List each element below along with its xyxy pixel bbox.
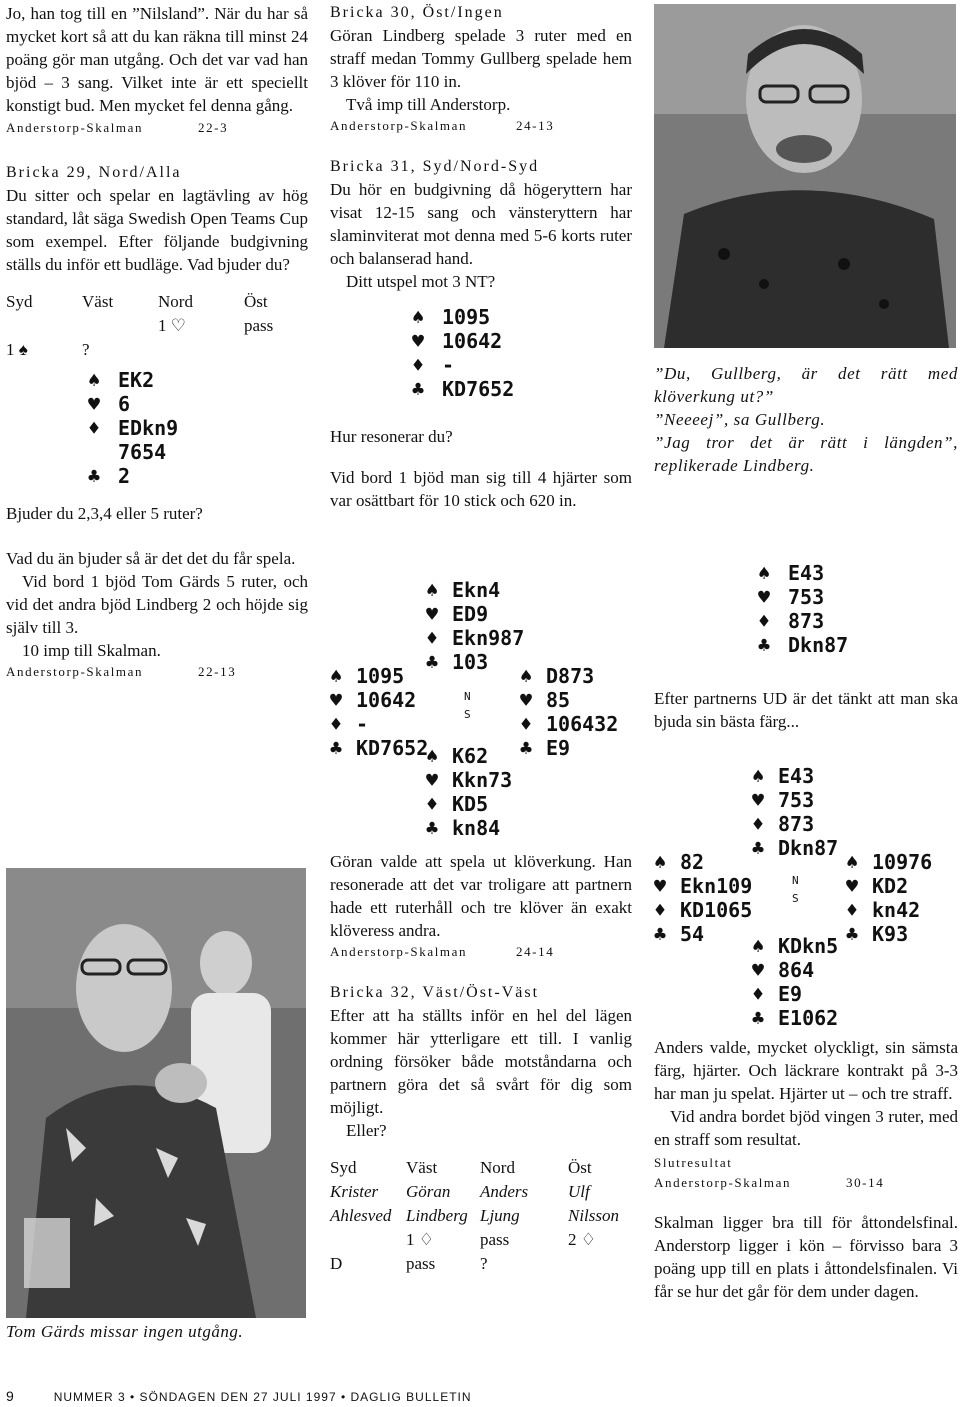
intro-paragraph: Jo, han tog till en ”Nilsland”. När du har så mycket kort så att du kan räkna till minst 24 poäng gör man utgång. Och det var vad han bjöd – 3 sang. Vilket inte är ett speciellt konstigt bud. Men mycket fel denna gång. xyxy=(6,4,308,115)
hand-row: 10642 xyxy=(356,688,417,712)
bidding-table-2 xyxy=(330,1156,632,1276)
score-label: Anderstorp-Skalman xyxy=(654,1175,792,1190)
player-name: Anders xyxy=(480,1182,529,1201)
diamond-icon: ♦ xyxy=(752,982,765,1006)
bid-cell xyxy=(244,338,308,362)
score-label: Anderstorp-Skalman xyxy=(330,944,468,959)
diamond-icon: ♦ xyxy=(426,792,439,816)
bid-cell: pass xyxy=(244,316,274,335)
bid-cell: 2 ♢ xyxy=(568,1230,596,1249)
column-2 xyxy=(330,0,632,512)
hand-row: KD7652 xyxy=(356,736,429,760)
compass xyxy=(456,690,484,724)
club-icon: ♣ xyxy=(330,736,343,760)
hand-row: KD2 xyxy=(872,874,909,898)
paragraph: Anders valde, mycket olyckligt, sin sämsta färg, hjärter. Och läckrare kontrakt på 3-3 har man ju spelat. Hjärter ut – och tre straff. xyxy=(654,1038,958,1103)
bid-cell: ? xyxy=(480,1254,488,1273)
compass-south: S xyxy=(792,892,799,905)
hand-diagram-1 xyxy=(88,368,308,488)
hand-row: Dkn87 xyxy=(778,836,839,860)
bid-cell xyxy=(568,1252,632,1276)
spade-icon: ♠ xyxy=(846,850,859,874)
bid-cell: ? xyxy=(82,340,90,359)
score-line xyxy=(6,662,308,682)
score-value: 24-14 xyxy=(515,944,555,959)
bid-cell: 1 ♠ xyxy=(6,340,28,359)
bid-header: Öst xyxy=(568,1158,592,1177)
hand-row: K93 xyxy=(872,922,909,946)
paragraph: Vad du än bjuder så är det det du får spela. xyxy=(6,549,296,568)
hand-row: 54 xyxy=(680,922,705,946)
hand-row: KD5 xyxy=(452,792,489,816)
hand-diamonds-cont: 7654 xyxy=(118,440,167,464)
heart-icon: ♥ xyxy=(412,329,425,353)
south-hand xyxy=(752,934,838,1030)
bid-cell xyxy=(330,1228,406,1252)
board-29-text: Du sitter och spelar en lagtävling av hög standard, låt säga Swedish Open Teams Cup som exempel. Efter följande budgivning ställs du inför ett budläge. Vad bjuder du? xyxy=(6,186,308,274)
photo-goran-lindberg xyxy=(654,4,956,348)
paragraph: Vid bord 1 bjöd Tom Gärds 5 ruter, och vid det andra bjöd Lindberg 2 och höjde sig själv till 3. xyxy=(6,572,308,637)
hand-diagram-2 xyxy=(412,305,632,401)
hand-row: 753 xyxy=(788,585,825,609)
hand-row: KD7652 xyxy=(442,377,515,401)
hand-row: 873 xyxy=(788,609,825,633)
diamond-icon: ♦ xyxy=(752,812,765,836)
club-icon: ♣ xyxy=(752,1006,765,1030)
hand-row: Ekn109 xyxy=(680,874,753,898)
compass xyxy=(784,874,812,908)
hand-row: - xyxy=(442,353,455,377)
compass-south: S xyxy=(464,708,471,721)
hand-row: kn84 xyxy=(452,816,501,840)
heart-icon: ♥ xyxy=(330,688,343,712)
board-30-heading: Bricka 30, Öst/Ingen xyxy=(330,4,504,21)
column-3-lower xyxy=(654,1036,958,1303)
board-31-text: Du hör en budgivning då högeryttern har visat 12-15 sang och vänsteryttern har slaminviterat mot denna med 5-6 korts ruter och balanserad hand. xyxy=(330,180,632,268)
board-32-text: Efter att ha ställts inför en hel del lägen kommer här ytterligare ett till. I vanlig ordning försöker både motståndarna och partnern göra det så svårt för dig som möjligt. xyxy=(330,1006,632,1117)
hand-row: E1062 xyxy=(778,1006,839,1030)
compass-north: N xyxy=(792,874,799,887)
spade-icon: ♠ xyxy=(752,934,765,958)
score-value: 22-3 xyxy=(197,120,229,135)
club-icon: ♣ xyxy=(426,816,439,840)
bid-cell xyxy=(6,314,82,338)
spade-icon: ♠ xyxy=(752,764,765,788)
question: Bjuder du 2,3,4 eller 5 ruter? xyxy=(6,504,203,523)
quote: ”Neeeej”, sa Gullberg. xyxy=(654,410,826,429)
board-32-question: Eller? xyxy=(346,1121,387,1140)
paragraph: Efter partnerns UD är det tänkt att man ska bjuda sin bästa färg... xyxy=(654,689,958,731)
score-line xyxy=(330,116,632,136)
heart-icon: ♥ xyxy=(752,788,765,812)
score-line xyxy=(330,942,632,962)
diamond-icon: ♦ xyxy=(846,898,859,922)
north-hand xyxy=(752,764,838,860)
bid-header: Väst xyxy=(82,292,114,311)
hand-row: E9 xyxy=(546,736,571,760)
paragraph: Göran valde att spela ut klöverkung. Han resonerade att det var troligare att partnern hade ett ruterhåll och tre klöver än exakt klöveress andra. xyxy=(330,852,632,940)
hand-row: 10642 xyxy=(442,329,503,353)
player-name: Nilsson xyxy=(568,1206,620,1225)
hand-row: ED9 xyxy=(452,602,489,626)
quote: ”Du, Gullberg, är det rätt med klöverkung ut?” xyxy=(654,364,958,406)
person-illustration xyxy=(6,868,306,1318)
photo-tom-gards xyxy=(6,868,306,1318)
west-hand xyxy=(654,850,752,946)
score-line xyxy=(654,1173,958,1193)
heart-icon: ♥ xyxy=(88,392,101,416)
south-hand xyxy=(426,744,512,840)
quote: ”Jag tror det är rätt i längden”, replikerade Lindberg. xyxy=(654,433,958,475)
score-value: 24-13 xyxy=(515,118,555,133)
diamond-icon: ♦ xyxy=(330,712,343,736)
club-icon: ♣ xyxy=(846,922,859,946)
hand-diagram-3 xyxy=(758,561,958,657)
diamond-icon: ♦ xyxy=(88,416,101,440)
bid-cell xyxy=(158,338,244,362)
hand-row: kn42 xyxy=(872,898,921,922)
hand-diamonds: EDkn9 xyxy=(118,416,179,440)
diamond-icon: ♦ xyxy=(412,353,425,377)
heart-icon: ♥ xyxy=(654,874,667,898)
player-name: Krister xyxy=(330,1182,379,1201)
spade-icon: ♠ xyxy=(426,744,439,768)
club-icon: ♣ xyxy=(88,464,101,488)
bid-cell: pass xyxy=(480,1230,510,1249)
hand-row: 85 xyxy=(546,688,571,712)
hand-row: 103 xyxy=(452,650,489,674)
board-31-lead: Ditt utspel mot 3 NT? xyxy=(346,272,496,291)
heart-icon: ♥ xyxy=(846,874,859,898)
score-value: 22-13 xyxy=(197,664,237,679)
board-29-heading: Bricka 29, Nord/Alla xyxy=(6,164,182,181)
hand-row: D873 xyxy=(546,664,595,688)
diamond-icon: ♦ xyxy=(520,712,533,736)
bid-cell: D xyxy=(330,1254,343,1273)
score-label: Anderstorp-Skalman xyxy=(330,118,468,133)
hand-row: E43 xyxy=(778,764,815,788)
east-hand xyxy=(520,664,618,760)
running-footer: NUMMER 3 • SÖNDAGEN DEN 27 JULI 1997 • DAGLIG BULLETIN xyxy=(53,1390,472,1404)
hand-row: 82 xyxy=(680,850,705,874)
club-icon: ♣ xyxy=(520,736,533,760)
board-32-heading: Bricka 32, Väst/Öst-Väst xyxy=(330,984,540,1001)
spade-icon: ♠ xyxy=(412,305,425,329)
hand-hearts: 6 xyxy=(118,392,131,416)
bidding-table-1 xyxy=(6,290,308,362)
hand-row: 1095 xyxy=(442,305,491,329)
compass-north: N xyxy=(464,690,471,703)
player-name: Ulf xyxy=(568,1182,590,1201)
player-name: Göran xyxy=(406,1182,451,1201)
hand-row: KDkn5 xyxy=(778,934,839,958)
score-label: Anderstorp-Skalman xyxy=(6,120,144,135)
score-value: 30-14 xyxy=(845,1175,885,1190)
photo-caption: Tom Gärds missar ingen utgång. xyxy=(6,1322,244,1341)
club-icon: ♣ xyxy=(758,633,771,657)
hand-row: 106432 xyxy=(546,712,619,736)
hand-clubs: 2 xyxy=(118,464,131,488)
bid-header: Väst xyxy=(406,1158,438,1177)
hand-row: Kkn73 xyxy=(452,768,513,792)
hand-row: 753 xyxy=(778,788,815,812)
reason-question: Hur resonerar du? xyxy=(330,427,453,446)
hand-row: 864 xyxy=(778,958,815,982)
spade-icon: ♠ xyxy=(426,578,439,602)
west-hand xyxy=(330,664,428,760)
heart-icon: ♥ xyxy=(752,958,765,982)
board-30-text: Göran Lindberg spelade 3 ruter med en straff medan Tommy Gullberg spelade hem 3 klöver för 110 in. xyxy=(330,26,632,91)
paragraph: 10 imp till Skalman. xyxy=(22,641,161,660)
north-hand xyxy=(426,578,524,674)
board-31-heading: Bricka 31, Syd/Nord-Syd xyxy=(330,158,540,175)
final-label: Slutresultat xyxy=(654,1155,733,1170)
bid-cell: pass xyxy=(406,1254,436,1273)
club-icon: ♣ xyxy=(654,922,667,946)
hand-row: KD1065 xyxy=(680,898,753,922)
hand-row: K62 xyxy=(452,744,489,768)
spade-icon: ♠ xyxy=(654,850,667,874)
hand-row: 1095 xyxy=(356,664,405,688)
hand-row: - xyxy=(356,712,369,736)
diamond-icon: ♦ xyxy=(758,609,771,633)
paragraph: Vid andra bordet bjöd vingen 3 ruter, med en straff som resultat. xyxy=(654,1107,958,1149)
score-label: Anderstorp-Skalman xyxy=(6,664,144,679)
player-name: Ahlesved xyxy=(330,1206,392,1225)
diamond-icon: ♦ xyxy=(654,898,667,922)
bid-cell: 1 ♡ xyxy=(158,316,186,335)
bid-cell: 1 ♢ xyxy=(406,1230,434,1249)
bid-header: Syd xyxy=(330,1158,357,1177)
column-3 xyxy=(654,362,958,733)
club-icon: ♣ xyxy=(412,377,425,401)
bid-header: Nord xyxy=(480,1158,515,1177)
hand-spades: EK2 xyxy=(118,368,155,392)
club-icon: ♣ xyxy=(426,650,439,674)
heart-icon: ♥ xyxy=(520,688,533,712)
hand-row: Dkn87 xyxy=(788,633,849,657)
player-name: Ljung xyxy=(480,1206,520,1225)
heart-icon: ♥ xyxy=(758,585,771,609)
hand-row: 10976 xyxy=(872,850,933,874)
heart-icon: ♥ xyxy=(426,602,439,626)
hand-row: Ekn4 xyxy=(452,578,501,602)
paragraph: Skalman ligger bra till för åttondelsfinal. Anderstorp ligger i kön – förvisso bara 3 poäng upp till en plats i åttondelsfinalen. Vi får se hur det går för dem under dagen. xyxy=(654,1213,958,1301)
score-line xyxy=(6,118,308,138)
east-hand xyxy=(846,850,932,946)
spade-icon: ♠ xyxy=(758,561,771,585)
hand-row: E43 xyxy=(788,561,825,585)
spade-icon: ♠ xyxy=(88,368,101,392)
column-1 xyxy=(6,0,308,682)
player-name: Lindberg xyxy=(406,1206,468,1225)
bid-header: Nord xyxy=(158,292,193,311)
hand-row: 873 xyxy=(778,812,815,836)
hand-row: E9 xyxy=(778,982,803,1006)
spade-icon: ♠ xyxy=(330,664,343,688)
person-illustration xyxy=(654,4,956,348)
club-icon: ♣ xyxy=(752,836,765,860)
spade-icon: ♠ xyxy=(520,664,533,688)
paragraph: Vid bord 1 bjöd man sig till 4 hjärter som var osättbart för 10 stick och 620 in. xyxy=(330,468,632,510)
diamond-icon: ♦ xyxy=(426,626,439,650)
column-2-lower xyxy=(330,850,632,1276)
hand-row: Ekn987 xyxy=(452,626,525,650)
heart-icon: ♥ xyxy=(426,768,439,792)
board-30-imp: Två imp till Anderstorp. xyxy=(346,95,511,114)
page-number: 9 xyxy=(6,1388,14,1404)
bid-cell xyxy=(82,314,158,338)
bid-header: Syd xyxy=(6,292,33,311)
page-footer xyxy=(6,1388,472,1404)
bid-header: Öst xyxy=(244,292,268,311)
